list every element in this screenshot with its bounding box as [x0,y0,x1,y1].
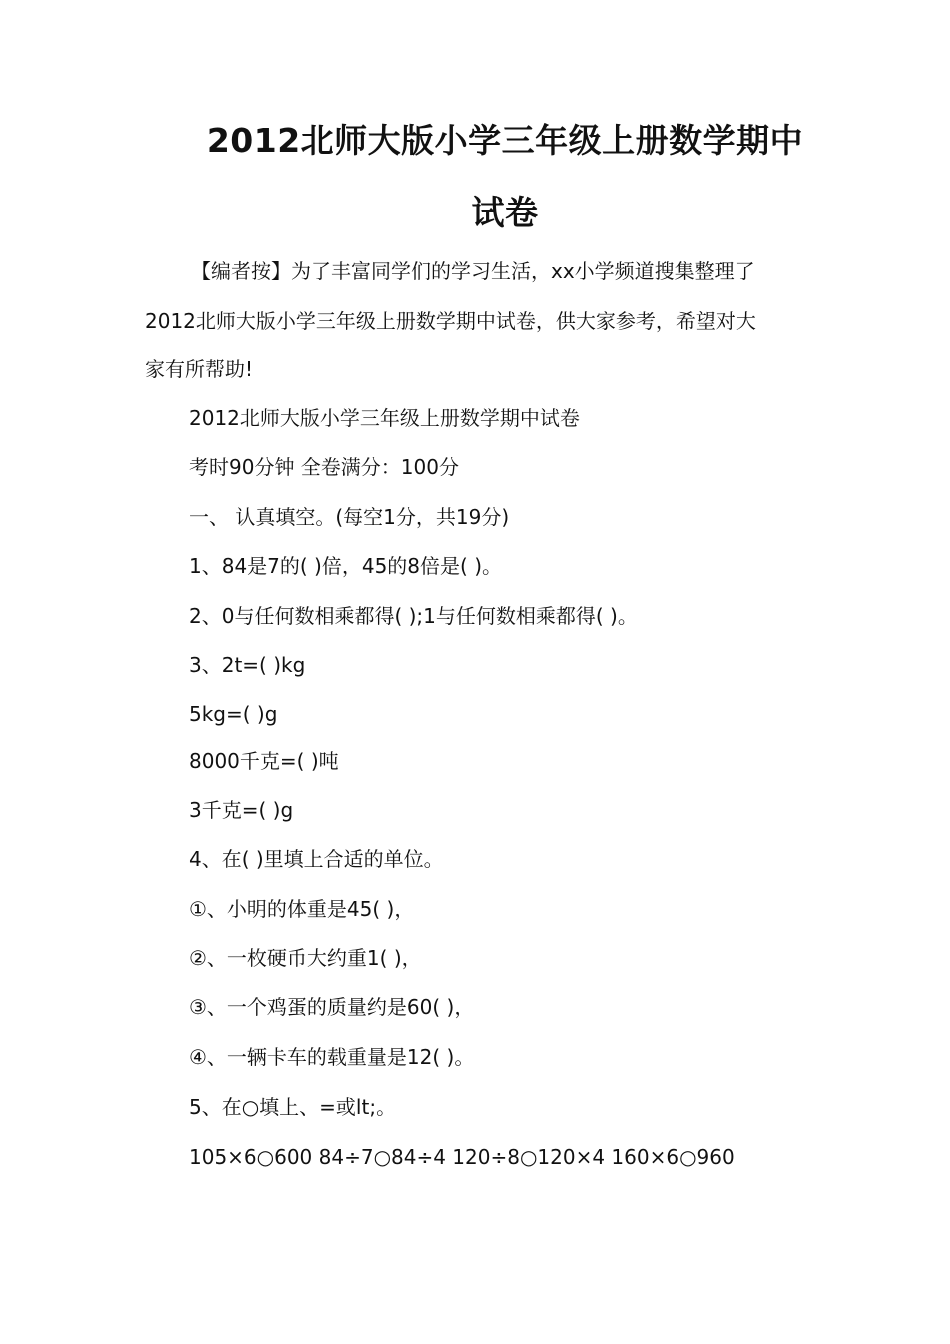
question-line: 2、0与任何数相乘都得( );1与任何数相乘都得( )。 [189,604,638,628]
exam-time-line: 考时90分钟 全卷满分：100分 [189,455,459,479]
intro-paragraph-line-2: 2012北师大版小学三年级上册数学期中试卷，供大家参考，希望对大 [145,309,756,333]
question-line: ③、一个鸡蛋的质量约是60( )， [189,995,475,1019]
question-line: ④、一辆卡车的载重量是12( )。 [189,1045,475,1069]
question-line: 3、2t=( )kg [189,653,306,677]
exam-title-line: 2012北师大版小学三年级上册数学期中试卷 [189,406,580,430]
question-line: 8000千克=( )吨 [189,749,339,773]
document-title-line-2: 试卷 [471,193,539,232]
question-line: ②、一枚硬币大约重1( )， [189,946,422,970]
question-line: 5kg=( )g [189,702,278,726]
question-line: 5、在○填上、=或lt;。 [189,1095,397,1119]
question-line: ①、小明的体重是45( )， [189,897,415,921]
section-heading: 一、 认真填空。(每空1分，共19分) [189,505,510,529]
question-line: 105×6○600 84÷7○84÷4 120÷8○120×4 160×6○960 [189,1145,735,1169]
question-line: 3千克=( )g [189,798,294,822]
document-title-line-1: 2012北师大版小学三年级上册数学期中 [206,121,804,160]
question-line: 4、在( )里填上合适的单位。 [189,847,444,871]
intro-paragraph-line-1: 【编者按】为了丰富同学们的学习生活，xx小学频道搜集整理了 [191,259,755,283]
question-line: 1、84是7的( )倍，45的8倍是( )。 [189,554,502,578]
intro-paragraph-line-3: 家有所帮助! [145,357,254,381]
